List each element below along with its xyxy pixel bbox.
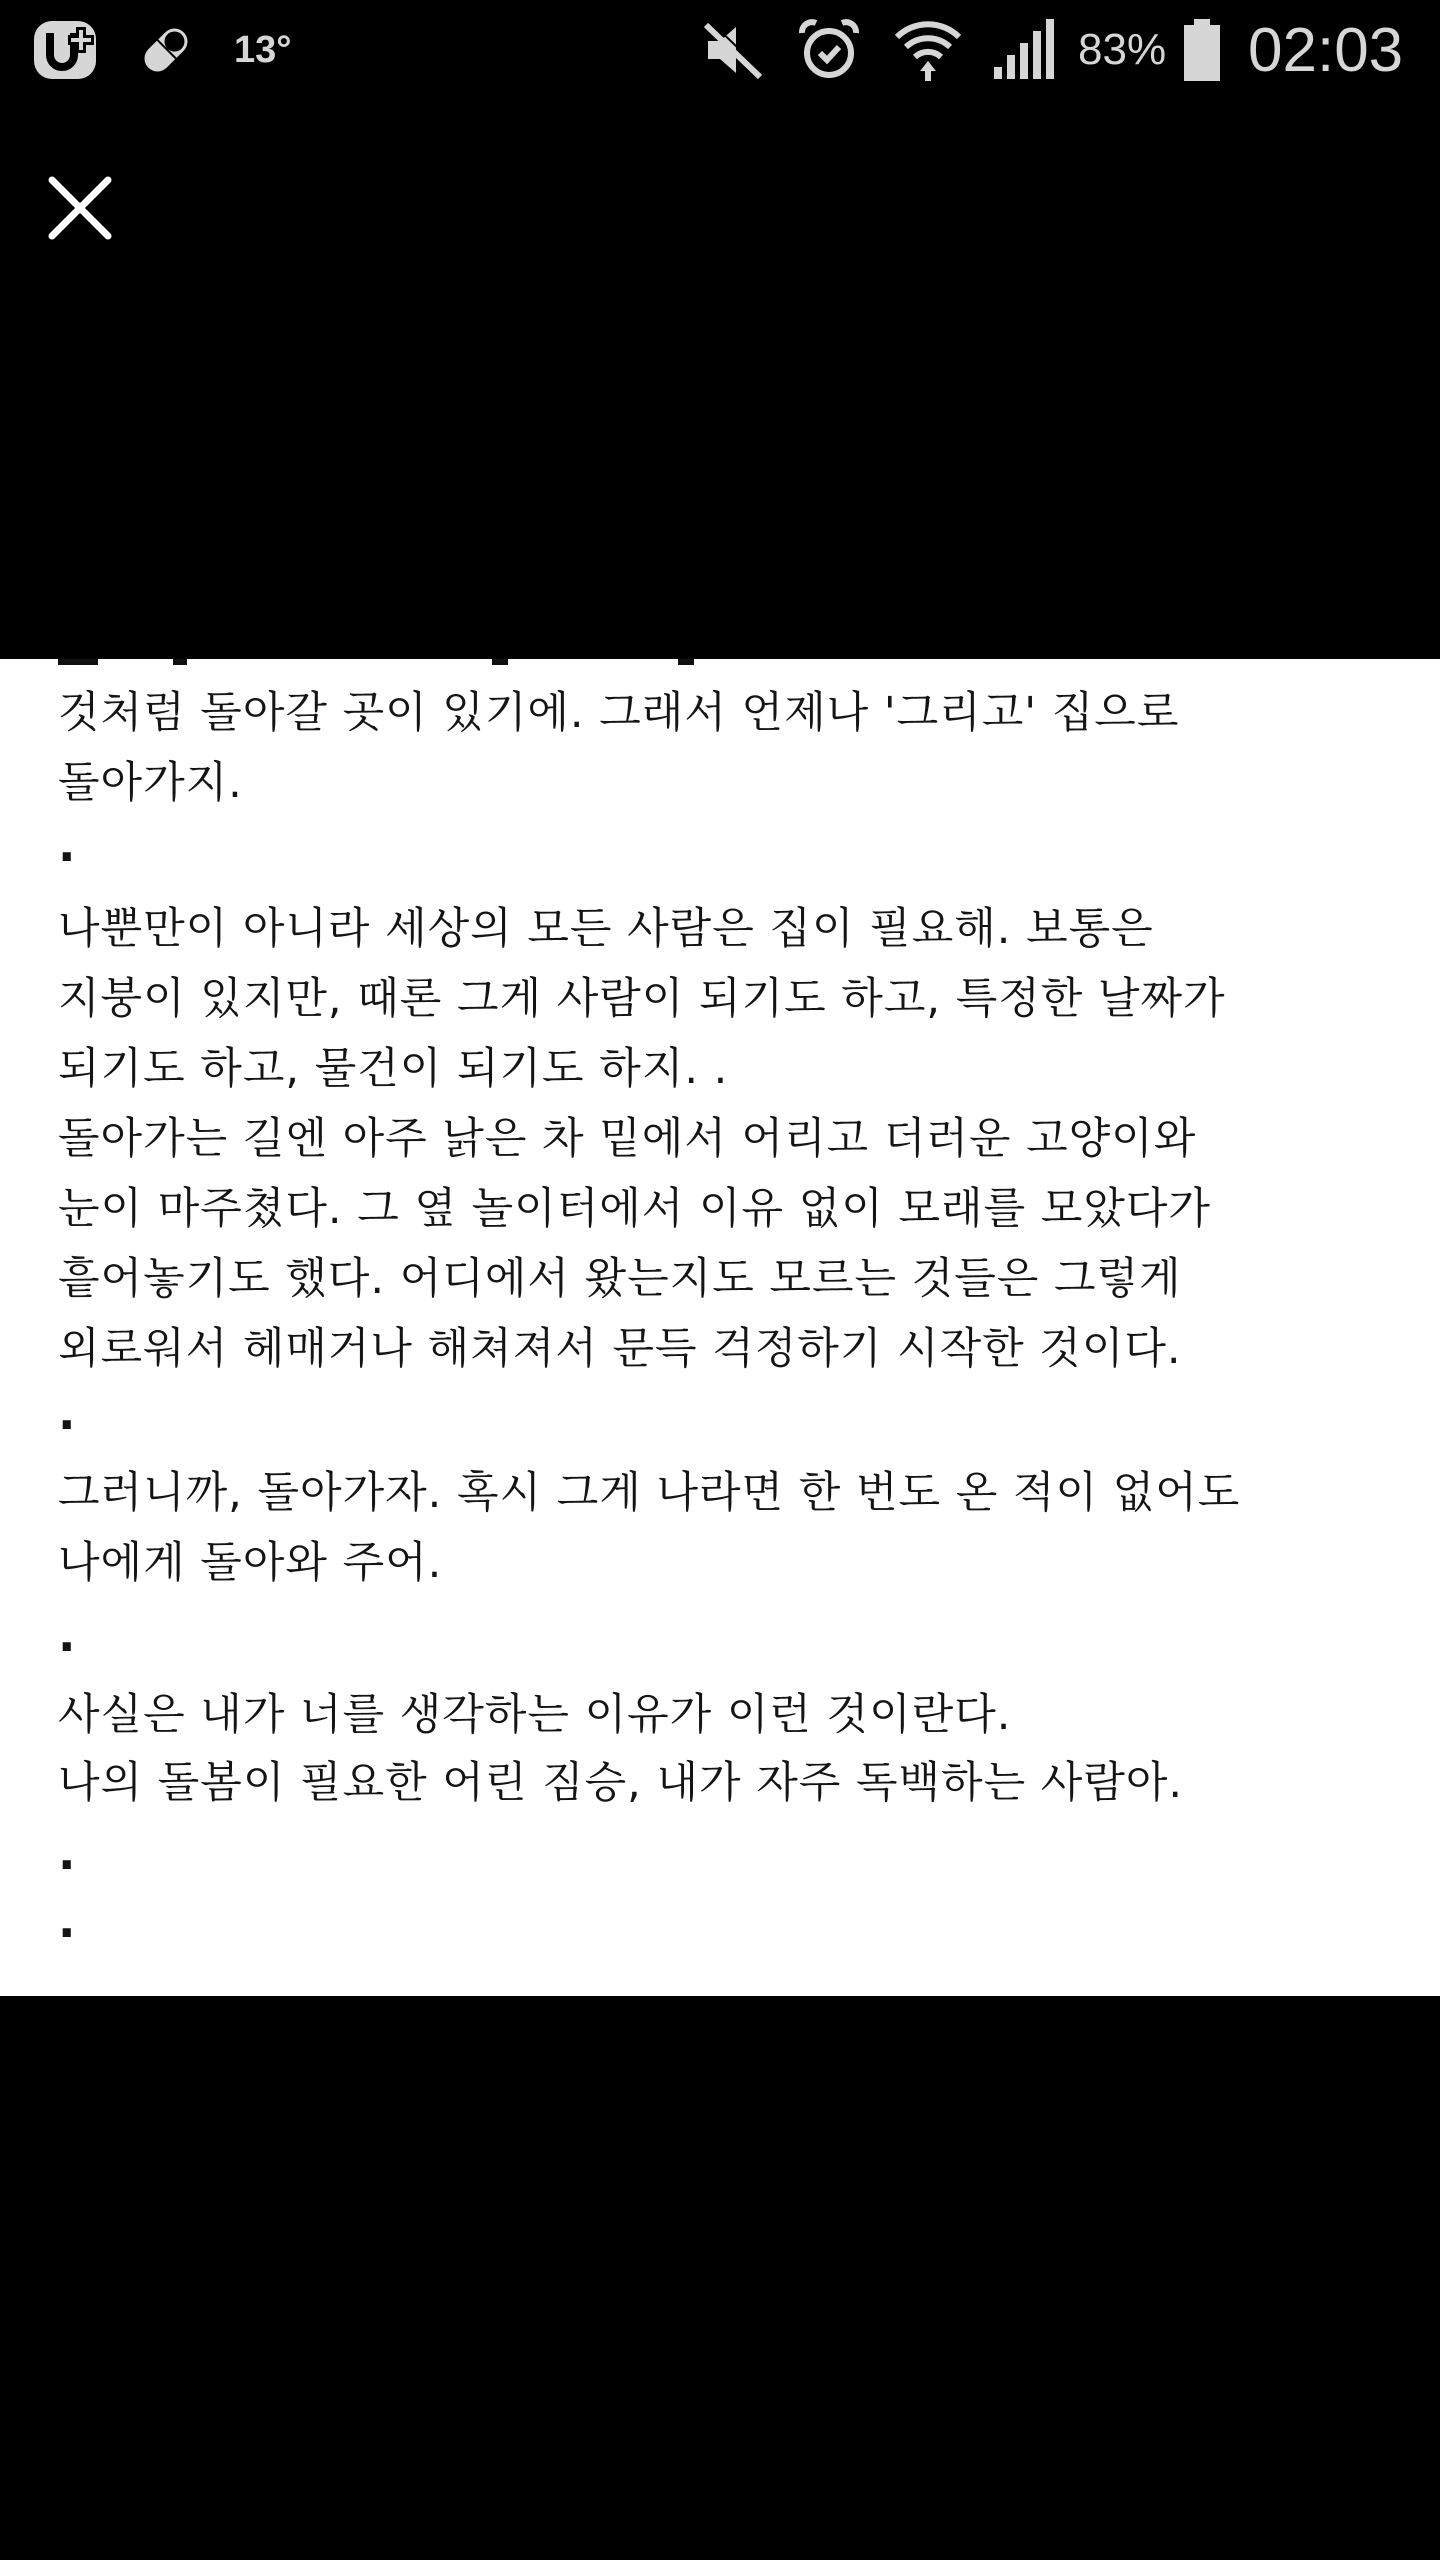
text-image[interactable] (0, 659, 1440, 1996)
clock-label (1248, 0, 1403, 100)
cell-signal-icon (990, 0, 1056, 100)
text-line: 나에게 돌아와 주어. (58, 1538, 443, 1588)
wifi-icon (893, 0, 963, 100)
battery-percent-text: 83% (1078, 25, 1167, 74)
battery-icon (1182, 0, 1222, 100)
text-line: 되기도 하고, 물건이 되기도 하지. . (58, 1044, 729, 1094)
text-line: 흩어놓기도 했다. 어디에서 왔는지도 모르는 것들은 그렇게 (58, 1254, 1182, 1304)
pill-icon (133, 0, 199, 100)
text-line: 돌아가지. (58, 758, 243, 808)
close-button[interactable] (40, 168, 120, 248)
cropped-text-line (58, 659, 1258, 667)
close-icon (40, 168, 120, 248)
text-line: 사실은 내가 너를 생각하는 이유가 이런 것이란다. (58, 1690, 1012, 1740)
vibrate-mute-icon (700, 0, 766, 100)
text-line: 나의 돌봄이 필요한 어린 짐승, 내가 자주 독백하는 사람아. (58, 1758, 1184, 1808)
text-line: . (58, 818, 77, 872)
text-line: 나뿐만이 아니라 세상의 모든 사람은 집이 필요해. 보통은 (58, 904, 1154, 954)
text-line: . (58, 1386, 77, 1440)
battery-percent-label (1078, 0, 1166, 100)
temperature-label (234, 0, 291, 100)
text-line: 외로워서 헤매거나 해쳐져서 문득 걱정하기 시작한 것이다. (58, 1324, 1182, 1374)
text-line: 그러니까, 돌아가자. 혹시 그게 나라면 한 번도 온 적이 없어도 (58, 1468, 1241, 1518)
text-line: . (58, 1826, 77, 1880)
temperature-text: 13° (234, 28, 292, 71)
clock-time: 02:03 (1248, 15, 1404, 85)
text-line: . (58, 1608, 77, 1662)
carrier-u-plus-icon (30, 0, 110, 100)
text-line: 것처럼 돌아갈 곳이 있기에. 그래서 언제나 '그리고' 집으로 (58, 688, 1180, 738)
text-line: 지붕이 있지만, 때론 그게 사람이 되기도 하고, 특정한 날짜가 (58, 974, 1226, 1024)
text-line: . (58, 1894, 77, 1948)
status-bar (0, 0, 1440, 100)
text-line: 눈이 마주쳤다. 그 옆 놀이터에서 이유 없이 모래를 모았다가 (58, 1184, 1211, 1234)
text-line: 돌아가는 길엔 아주 낡은 차 밑에서 어리고 더러운 고양이와 (58, 1114, 1197, 1164)
alarm-clock-icon (796, 0, 862, 100)
